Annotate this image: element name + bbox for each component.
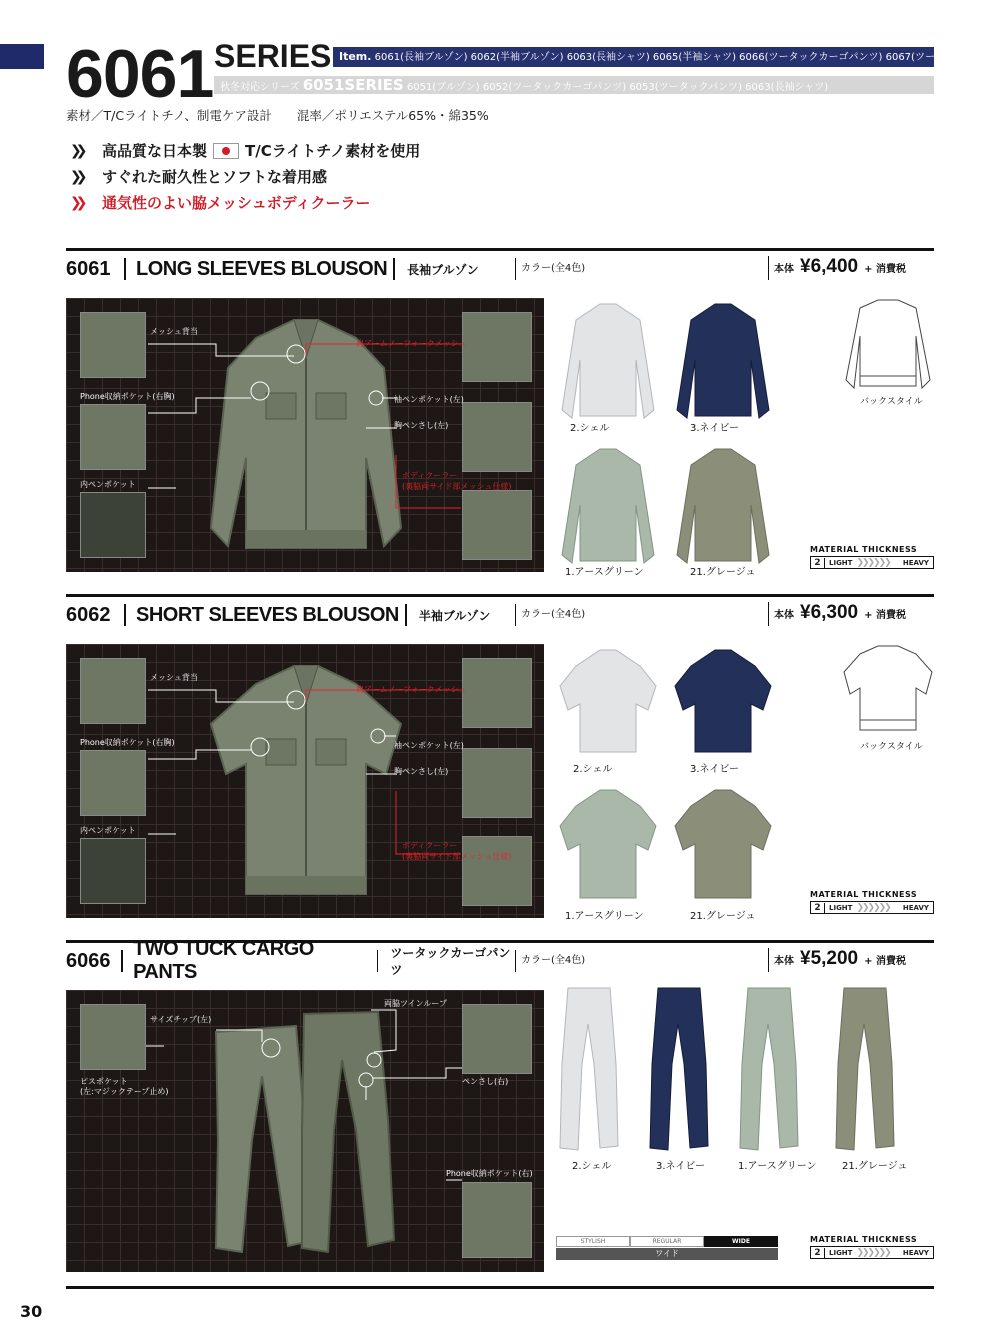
callout-body-cooler: ボディクーラー bbox=[402, 841, 458, 850]
material-info: 素材／T/Cライトチノ、制電ケア設計 混率／ポリエステル65%・綿35% bbox=[66, 108, 489, 123]
jacket-earth-green-icon bbox=[562, 449, 654, 563]
section-number: 6066 bbox=[66, 949, 111, 972]
jacket-back-outline-icon bbox=[846, 300, 930, 388]
double-chevron-icon: ❯❯ bbox=[70, 168, 82, 185]
feature-panel-6061 bbox=[66, 298, 544, 572]
header-accent-line bbox=[0, 66, 44, 69]
color-count: カラー(全4色) bbox=[515, 258, 585, 280]
series-word: SERIES bbox=[214, 38, 332, 74]
feature-panel-6062 bbox=[66, 644, 544, 918]
shoulder-mesh-detail-photo bbox=[462, 312, 532, 382]
japan-flag-icon bbox=[213, 143, 239, 159]
section-rule bbox=[66, 594, 934, 597]
back-style-drawing bbox=[838, 296, 938, 396]
callout-sleeve-pen: 袖ペンポケット(左) bbox=[394, 741, 464, 750]
section-number: 6061 bbox=[66, 257, 111, 280]
inner-pen-detail-photo bbox=[80, 492, 146, 558]
jacket-navy-icon bbox=[677, 304, 769, 418]
callout-sleeve-pen: 袖ペンポケット(左) bbox=[394, 395, 464, 404]
section-jp-title: 長袖ブルゾン bbox=[407, 262, 479, 277]
callout-phone-right: Phone収納ポケット(右) bbox=[446, 1169, 533, 1178]
phone-pocket-detail-photo bbox=[80, 404, 146, 470]
pants-grege-icon bbox=[836, 988, 894, 1150]
footer-rule bbox=[66, 1286, 934, 1289]
feature-3 bbox=[70, 192, 371, 213]
fit-caption: ワイド bbox=[556, 1248, 778, 1260]
price-value: ¥6,300 bbox=[800, 602, 859, 623]
section-header-6061 bbox=[66, 254, 516, 284]
chevron-arrows-icon: ❯❯❯❯❯❯ bbox=[856, 557, 890, 568]
fit-regular: REGULAR bbox=[630, 1236, 704, 1247]
color-caption: 1.アースグリーン bbox=[565, 911, 644, 922]
price-value: ¥6,400 bbox=[800, 256, 859, 277]
short-jacket-shell-icon bbox=[560, 650, 656, 752]
item-list-bar bbox=[333, 47, 999, 67]
color-variants-6061 bbox=[548, 290, 788, 580]
callout-phone-pocket: Phone収納ポケット(右胸) bbox=[80, 392, 175, 401]
jacket-shell-icon bbox=[562, 304, 654, 418]
callout-bis-pocket-sub: (左:マジックテープ止め) bbox=[80, 1087, 169, 1096]
callout-body-cooler-sub: (裏脇両サイド部メッシュ仕様) bbox=[402, 482, 512, 491]
mesh-back-detail-photo bbox=[80, 312, 146, 378]
thickness-scale: 2 LIGHT ❯❯❯❯❯❯ HEAVY bbox=[810, 901, 934, 914]
thickness-title: MATERIAL THICKNESS bbox=[810, 545, 918, 554]
color-count: カラー(全4色) bbox=[515, 604, 585, 626]
section-title: SHORT SLEEVES BLOUSON bbox=[136, 603, 399, 626]
color-caption: 21.グレージュ bbox=[690, 911, 756, 922]
color-caption: 3.ネイビー bbox=[690, 423, 739, 434]
fit-wide: WIDE bbox=[704, 1236, 778, 1247]
feature-text: すぐれた耐久性とソフトな着用感 bbox=[102, 168, 328, 186]
feature-text: T/Cライトチノ素材を使用 bbox=[245, 142, 421, 160]
color-caption: 3.ネイビー bbox=[690, 764, 739, 775]
callout-chest-pen: 胸ペンさし(左) bbox=[394, 767, 449, 776]
color-caption: 1.アースグリーン bbox=[565, 567, 644, 578]
pants-navy-icon bbox=[650, 988, 708, 1150]
pants-front-icon bbox=[216, 1026, 314, 1252]
color-variants-6062 bbox=[548, 636, 788, 926]
callout-size-tip: サイズチップ(左) bbox=[150, 1015, 212, 1024]
color-caption: 21.グレージュ bbox=[842, 1161, 908, 1172]
section-jp-title: 半袖ブルゾン bbox=[418, 608, 491, 623]
chest-pen-detail-photo bbox=[462, 402, 532, 472]
chevron-arrows-icon: ❯❯❯❯❯❯ bbox=[856, 902, 890, 913]
feature-text: 通気性のよい脇メッシュボディクーラー bbox=[102, 194, 371, 212]
fit-scale bbox=[556, 1236, 778, 1247]
bis-pocket-detail-photo bbox=[80, 1004, 146, 1070]
double-chevron-icon: ❯❯ bbox=[70, 194, 82, 211]
phone-pocket-detail-photo bbox=[80, 750, 146, 816]
callout-twin-loop: 両脇ツインループ bbox=[384, 999, 447, 1008]
back-style-drawing bbox=[838, 642, 938, 742]
thickness-title: MATERIAL THICKNESS bbox=[810, 1235, 918, 1244]
price-value: ¥5,200 bbox=[800, 948, 859, 969]
autumn-series-bar bbox=[214, 76, 934, 94]
short-jacket-back-outline-icon bbox=[844, 646, 932, 730]
thickness-scale: 2 LIGHT ❯❯❯❯❯❯ HEAVY bbox=[810, 1246, 934, 1259]
page-number: 30 bbox=[20, 1302, 43, 1321]
color-caption: 1.アースグリーン bbox=[738, 1161, 817, 1172]
price: 本体 ¥6,400 + 消費税 bbox=[768, 256, 906, 280]
color-caption: 2.シェル bbox=[572, 1161, 612, 1172]
back-style-caption: バックスタイル bbox=[860, 742, 923, 752]
feature-text: 高品質な日本製 bbox=[102, 142, 208, 160]
short-jacket-earth-green-icon bbox=[560, 790, 656, 898]
section-rule bbox=[66, 248, 934, 251]
autumn-items: 6051(ブルゾン) 6052(ツータックカーゴパンツ) 6053(ツータックパンツ) 6063(長袖シャツ) bbox=[406, 82, 829, 93]
callout-chest-pen: 胸ペンさし(左) bbox=[394, 421, 449, 430]
short-jacket-navy-icon bbox=[675, 650, 771, 752]
mesh-back-detail-photo bbox=[80, 658, 146, 724]
body-cooler-detail-photo bbox=[462, 490, 532, 560]
section-title: TWO TUCK CARGO PANTS bbox=[133, 938, 314, 983]
callout-shoulder-mesh: 肩アームノーフォークメッシュ bbox=[356, 685, 467, 694]
color-caption: 21.グレージュ bbox=[690, 567, 756, 578]
twin-loop-detail-photo bbox=[462, 1004, 532, 1074]
callout-body-cooler-sub: (裏脇両サイド部メッシュ仕様) bbox=[402, 852, 512, 861]
jacket-long-icon bbox=[211, 320, 401, 548]
price: 本体 ¥5,200 + 消費税 bbox=[768, 948, 906, 972]
callout-shoulder-mesh: 肩アームノーフォークメッシュ bbox=[356, 339, 467, 348]
fit-stylish: STYLISH bbox=[556, 1236, 630, 1247]
color-caption: 2.シェル bbox=[570, 423, 610, 434]
chevron-arrows-icon: ❯❯❯❯❯❯ bbox=[856, 1247, 890, 1258]
color-caption: 2.シェル bbox=[573, 764, 613, 775]
inner-pen-detail-photo bbox=[80, 838, 146, 904]
chest-pen-detail-photo bbox=[462, 748, 532, 818]
header-accent-bar bbox=[0, 44, 44, 66]
feature-2 bbox=[70, 166, 327, 187]
back-style-caption: バックスタイル bbox=[860, 397, 923, 407]
price: 本体 ¥6,300 + 消費税 bbox=[768, 602, 906, 626]
section-number: 6062 bbox=[66, 603, 111, 626]
thickness-scale: 2 LIGHT ❯❯❯❯❯❯ HEAVY bbox=[810, 556, 934, 569]
callout-pen-right: ペンさし(右) bbox=[462, 1077, 509, 1086]
callout-mesh-back: メッシュ背当 bbox=[150, 673, 198, 682]
autumn-label: 秋冬対応シリーズ bbox=[220, 82, 300, 93]
pants-back-icon bbox=[302, 1012, 394, 1252]
phone-pocket-detail-photo bbox=[462, 1182, 532, 1258]
item-label: Item. bbox=[339, 50, 372, 63]
callout-bis-pocket: ピスポケット bbox=[80, 1077, 128, 1086]
double-chevron-icon: ❯❯ bbox=[70, 142, 82, 159]
callout-inner-pen: 内ペンポケット bbox=[80, 826, 136, 835]
thickness-title: MATERIAL THICKNESS bbox=[810, 890, 918, 899]
callout-body-cooler: ボディクーラー bbox=[402, 471, 458, 480]
callout-phone-pocket: Phone収納ポケット(右胸) bbox=[80, 738, 175, 747]
pants-earth-green-icon bbox=[740, 988, 798, 1150]
color-variants-6066 bbox=[548, 984, 928, 1154]
item-list: 6061(長袖ブルゾン) 6062(半袖ブルゾン) 6063(長袖シャツ) 6065(半袖シャツ) 6066(ツータックカーゴパンツ) 6067(ツータックパンツ) bbox=[374, 52, 999, 63]
callout-inner-pen: 内ペンポケット bbox=[80, 480, 136, 489]
color-caption: 3.ネイビー bbox=[656, 1161, 705, 1172]
color-count: カラー(全4色) bbox=[515, 950, 585, 972]
autumn-series: 6051SERIES bbox=[302, 76, 404, 94]
body-cooler-detail-photo bbox=[462, 836, 532, 906]
jacket-short-icon bbox=[211, 666, 401, 894]
pants-shell-icon bbox=[560, 988, 618, 1150]
feature-1 bbox=[70, 140, 420, 161]
series-number: 6061 bbox=[66, 36, 214, 112]
section-jp-title: ツータックカーゴパンツ bbox=[390, 946, 511, 977]
jacket-grege-icon bbox=[677, 449, 769, 563]
section-header-6066 bbox=[66, 938, 516, 983]
section-title: LONG SLEEVES BLOUSON bbox=[136, 257, 388, 280]
shoulder-mesh-detail-photo bbox=[462, 658, 532, 728]
section-header-6062 bbox=[66, 600, 516, 630]
callout-mesh-back: メッシュ背当 bbox=[150, 327, 198, 336]
feature-panel-6066 bbox=[66, 990, 544, 1272]
short-jacket-grege-icon bbox=[675, 790, 771, 898]
